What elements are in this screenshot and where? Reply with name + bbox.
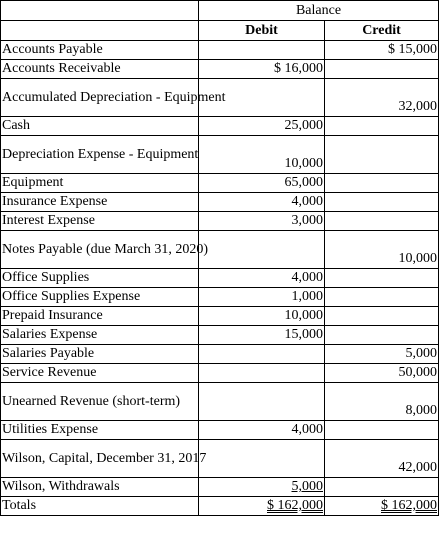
balance-header: Balance — [199, 1, 439, 21]
table-row — [1, 193, 439, 212]
table-row — [1, 231, 439, 269]
credit-amount — [325, 269, 439, 288]
account-name: Cash — [1, 117, 199, 136]
account-name: Unearned Revenue (short-term) — [1, 383, 199, 421]
table-row — [1, 60, 439, 79]
totals-debit: $ 162,000 — [199, 497, 325, 516]
table-row — [1, 288, 439, 307]
account-name: Accounts Payable — [1, 41, 199, 60]
table-row — [1, 212, 439, 231]
table-row — [1, 269, 439, 288]
account-name: Office Supplies — [1, 269, 199, 288]
debit-amount: 1,000 — [199, 288, 325, 307]
table-row — [1, 345, 439, 364]
debit-amount: 10,000 — [199, 307, 325, 326]
table-row — [1, 41, 439, 60]
credit-amount — [325, 136, 439, 174]
table-row — [1, 383, 439, 421]
table-row — [1, 326, 439, 345]
credit-amount — [325, 212, 439, 231]
account-name: Service Revenue — [1, 364, 199, 383]
debit-amount: 65,000 — [199, 174, 325, 193]
debit-amount: $ 16,000 — [199, 60, 325, 79]
credit-amount — [325, 478, 439, 497]
debit-amount — [199, 383, 325, 421]
account-name: Wilson, Capital, December 31, 2017 — [1, 440, 199, 478]
table-row — [1, 307, 439, 326]
credit-amount: 32,000 — [325, 79, 439, 117]
account-name: Utilities Expense — [1, 421, 199, 440]
table-row — [1, 364, 439, 383]
table-row — [1, 440, 439, 478]
account-name: Notes Payable (due March 31, 2020) — [1, 231, 199, 269]
credit-amount: $ 15,000 — [325, 41, 439, 60]
credit-amount — [325, 174, 439, 193]
credit-amount: 10,000 — [325, 231, 439, 269]
account-name: Interest Expense — [1, 212, 199, 231]
table-row — [1, 174, 439, 193]
table-row — [1, 79, 439, 117]
account-name: Accounts Receivable — [1, 60, 199, 79]
credit-amount — [325, 60, 439, 79]
debit-amount — [199, 364, 325, 383]
debit-amount: 4,000 — [199, 269, 325, 288]
account-name: Office Supplies Expense — [1, 288, 199, 307]
credit-amount — [325, 326, 439, 345]
credit-amount — [325, 288, 439, 307]
credit-header: Credit — [325, 21, 439, 41]
credit-amount: 42,000 — [325, 440, 439, 478]
debit-amount: 25,000 — [199, 117, 325, 136]
account-rows — [1, 41, 439, 497]
debit-amount: 15,000 — [199, 326, 325, 345]
credit-amount: 8,000 — [325, 383, 439, 421]
credit-amount: 50,000 — [325, 364, 439, 383]
credit-amount: 5,000 — [325, 345, 439, 364]
table-row — [1, 136, 439, 174]
debit-amount — [199, 41, 325, 60]
account-name: Salaries Expense — [1, 326, 199, 345]
account-name: Wilson, Withdrawals — [1, 478, 199, 497]
account-name: Accumulated Depreciation - Equipment — [1, 79, 199, 117]
table-row — [1, 421, 439, 440]
debit-amount: 3,000 — [199, 212, 325, 231]
account-name: Equipment — [1, 174, 199, 193]
header-blank-cell — [1, 1, 199, 21]
debit-amount — [199, 231, 325, 269]
account-name: Prepaid Insurance — [1, 307, 199, 326]
account-name: Salaries Payable — [1, 345, 199, 364]
debit-amount — [199, 345, 325, 364]
debit-amount: 4,000 — [199, 193, 325, 212]
credit-amount — [325, 307, 439, 326]
account-name: Depreciation Expense - Equipment — [1, 136, 199, 174]
debit-header: Debit — [199, 21, 325, 41]
debit-amount: 5,000 — [199, 478, 325, 497]
credit-amount — [325, 193, 439, 212]
debit-amount — [199, 440, 325, 478]
debit-amount: 10,000 — [199, 136, 325, 174]
table-row — [1, 117, 439, 136]
account-name: Insurance Expense — [1, 193, 199, 212]
credit-amount — [325, 117, 439, 136]
table-row — [1, 478, 439, 497]
header-blank-cell — [1, 21, 199, 41]
credit-amount — [325, 421, 439, 440]
totals-label: Totals — [1, 497, 199, 516]
totals-row — [1, 497, 439, 516]
debit-amount: 4,000 — [199, 421, 325, 440]
totals-credit: $ 162,000 — [325, 497, 439, 516]
